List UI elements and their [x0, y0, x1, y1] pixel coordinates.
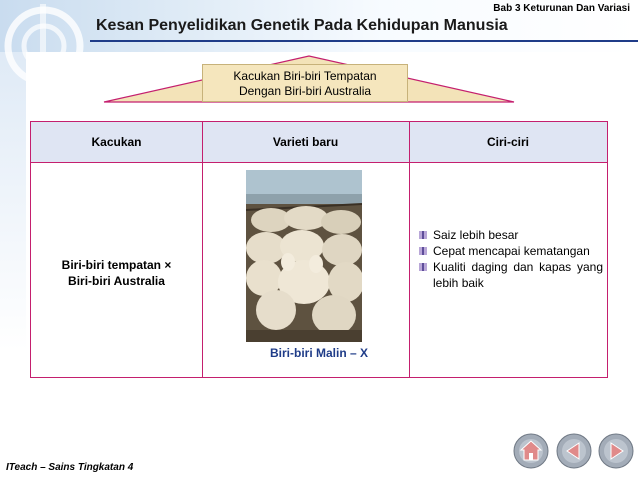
banner-line-2: Dengan Biri-biri Australia [238, 84, 372, 98]
traits-list [419, 227, 603, 291]
variety-caption: Biri-biri Malin – X [269, 346, 368, 360]
banner-line-1: Kacukan Biri-biri Tempatan [233, 69, 377, 83]
footer-text: ITeach – Sains Tingkatan 4 [6, 462, 134, 473]
trait-text: Saiz lebih besar [433, 228, 519, 242]
banner-box [202, 64, 408, 102]
list-item [419, 259, 603, 291]
table-header [31, 122, 607, 163]
trait-text: Cepat mencapai kematangan [433, 244, 590, 258]
comparison-table [30, 121, 608, 378]
page-title: Kesan Penyelidikan Genetik Pada Kehidupan Manusia [96, 17, 508, 34]
cross-line-2: Biri-biri Australia [68, 274, 165, 288]
header-ciri-ciri: Ciri-ciri [486, 135, 529, 149]
header-kacukan: Kacukan [91, 135, 142, 149]
list-item [419, 227, 603, 243]
header-varieti-baru: Varieti baru [272, 135, 339, 149]
cross-line-1: Biri-biri tempatan × [61, 258, 172, 272]
home-button[interactable] [513, 433, 549, 469]
bullet-icon [419, 231, 427, 239]
trait-text: Kualiti daging dan kapas yang lebih baik [433, 260, 603, 290]
back-button[interactable] [556, 433, 592, 469]
next-button[interactable] [598, 433, 634, 469]
list-item [419, 243, 603, 259]
column-divider [202, 122, 203, 377]
column-divider [409, 122, 410, 377]
chapter-label: Bab 3 Keturunan Dan Variasi [493, 3, 630, 14]
sheep-photo [246, 170, 362, 342]
bullet-icon [419, 263, 427, 271]
bullet-icon [419, 247, 427, 255]
